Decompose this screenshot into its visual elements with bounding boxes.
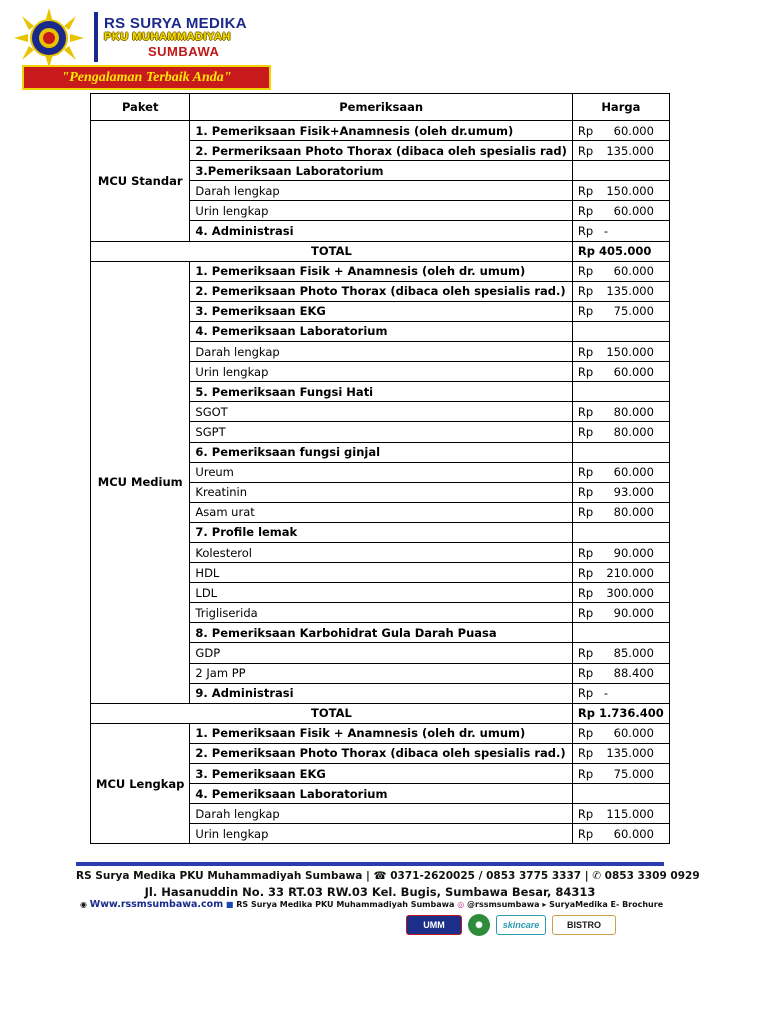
sun-logo-icon bbox=[10, 8, 88, 68]
exam-item: 5. Pemeriksaan Fungsi Hati bbox=[190, 382, 573, 402]
price-value: - bbox=[603, 686, 609, 701]
total-row bbox=[91, 241, 670, 261]
table-header-row bbox=[91, 94, 670, 121]
exam-item: Kolesterol bbox=[190, 542, 573, 562]
total-row bbox=[91, 703, 670, 723]
exam-price bbox=[572, 603, 669, 623]
exam-price bbox=[572, 502, 669, 522]
price-value: 93.000 bbox=[613, 485, 654, 500]
currency-label: Rp bbox=[577, 465, 594, 480]
brochure-label[interactable]: SuryaMedika E- Brochure bbox=[549, 900, 664, 909]
price-value: 75.000 bbox=[613, 766, 654, 781]
exam-price bbox=[572, 583, 669, 603]
hospital-header bbox=[8, 8, 308, 90]
exam-price bbox=[572, 743, 669, 763]
currency-label: Rp bbox=[577, 605, 594, 620]
exam-price bbox=[572, 422, 669, 442]
currency-label: Rp bbox=[577, 505, 594, 520]
currency-label: Rp bbox=[577, 304, 594, 319]
currency-label: Rp bbox=[577, 344, 594, 359]
partner-skincare: skincare bbox=[496, 915, 546, 935]
price-value: 85.000 bbox=[613, 645, 654, 660]
exam-price bbox=[572, 563, 669, 583]
exam-price bbox=[572, 723, 669, 743]
package-name: MCU Standar bbox=[91, 121, 190, 242]
partner-logos bbox=[406, 912, 616, 938]
header-divider bbox=[94, 12, 98, 62]
exam-price bbox=[572, 141, 669, 161]
total-price: Rp 405.000 bbox=[572, 241, 669, 261]
exam-item: Urin lengkap bbox=[190, 201, 573, 221]
price-value: 80.000 bbox=[613, 424, 654, 439]
table-row bbox=[91, 261, 670, 281]
exam-item: Ureum bbox=[190, 462, 573, 482]
currency-label: Rp bbox=[577, 404, 594, 419]
header-paket: Paket bbox=[91, 94, 190, 121]
currency-label: Rp bbox=[577, 203, 594, 218]
exam-item: 8. Pemeriksaan Karbohidrat Gula Darah Puasa bbox=[190, 623, 573, 643]
exam-price bbox=[572, 683, 669, 703]
exam-price bbox=[572, 402, 669, 422]
price-value: 80.000 bbox=[613, 404, 654, 419]
exam-price bbox=[572, 764, 669, 784]
footer-rule bbox=[76, 862, 664, 866]
currency-label: Rp bbox=[577, 264, 594, 279]
footer-address: Jl. Hasanuddin No. 33 RT.03 RW.03 Kel. Bugis, Sumbawa Besar, 84313 bbox=[144, 885, 596, 899]
exam-item: LDL bbox=[190, 583, 573, 603]
exam-item: 3. Pemeriksaan EKG bbox=[190, 764, 573, 784]
exam-price bbox=[572, 442, 669, 462]
exam-price bbox=[572, 362, 669, 382]
hospital-name: RS SURYA MEDIKA bbox=[104, 15, 247, 32]
exam-price bbox=[572, 522, 669, 542]
currency-label: Rp bbox=[577, 424, 594, 439]
exam-item: 3. Pemeriksaan EKG bbox=[190, 301, 573, 321]
exam-item: Trigliserida bbox=[190, 603, 573, 623]
price-value: 135.000 bbox=[606, 746, 654, 761]
currency-label: Rp bbox=[577, 585, 594, 600]
currency-label: Rp bbox=[577, 666, 594, 681]
instagram-icon: ◎ bbox=[457, 900, 465, 909]
header-harga: Harga bbox=[572, 94, 669, 121]
price-value: 88.400 bbox=[613, 666, 654, 681]
exam-price bbox=[572, 623, 669, 643]
price-value: 75.000 bbox=[613, 304, 654, 319]
exam-price bbox=[572, 301, 669, 321]
currency-label: Rp bbox=[577, 565, 594, 580]
exam-price bbox=[572, 663, 669, 683]
exam-item: 9. Administrasi bbox=[190, 683, 573, 703]
partner-umm: UMM bbox=[406, 915, 462, 935]
price-value: 60.000 bbox=[613, 123, 654, 138]
exam-item: 4. Pemeriksaan Laboratorium bbox=[190, 784, 573, 804]
exam-price bbox=[572, 261, 669, 281]
header-pemeriksaan: Pemeriksaan bbox=[190, 94, 573, 121]
exam-item: 7. Profile lemak bbox=[190, 522, 573, 542]
currency-label: Rp bbox=[577, 183, 594, 198]
exam-price bbox=[572, 161, 669, 181]
exam-item: SGOT bbox=[190, 402, 573, 422]
price-value: 150.000 bbox=[606, 183, 654, 198]
currency-label: Rp bbox=[577, 766, 594, 781]
price-value: 90.000 bbox=[613, 545, 654, 560]
exam-item: 1. Pemeriksaan Fisik + Anamnesis (oleh dr. umum) bbox=[190, 723, 573, 743]
price-value: 150.000 bbox=[606, 344, 654, 359]
price-value: 135.000 bbox=[606, 143, 654, 158]
total-label: TOTAL bbox=[91, 703, 573, 723]
exam-price bbox=[572, 542, 669, 562]
currency-label: Rp bbox=[577, 686, 594, 701]
currency-label: Rp bbox=[577, 746, 594, 761]
exam-price bbox=[572, 462, 669, 482]
exam-item: Urin lengkap bbox=[190, 824, 573, 844]
exam-item: 2 Jam PP bbox=[190, 663, 573, 683]
exam-item: 2. Pemeriksaan Photo Thorax (dibaca oleh spesialis rad.) bbox=[190, 743, 573, 763]
exam-price bbox=[572, 221, 669, 241]
exam-price bbox=[572, 321, 669, 341]
exam-price bbox=[572, 121, 669, 141]
currency-label: Rp bbox=[577, 645, 594, 660]
footer-social bbox=[80, 899, 668, 910]
globe-icon: ◉ bbox=[80, 900, 87, 909]
price-value: 60.000 bbox=[613, 826, 654, 841]
exam-price bbox=[572, 643, 669, 663]
exam-item: 6. Pemeriksaan fungsi ginjal bbox=[190, 442, 573, 462]
exam-price bbox=[572, 804, 669, 824]
currency-label: Rp bbox=[577, 545, 594, 560]
exam-item: 4. Administrasi bbox=[190, 221, 573, 241]
table-row bbox=[91, 121, 670, 141]
currency-label: Rp bbox=[577, 726, 594, 741]
exam-item: Asam urat bbox=[190, 502, 573, 522]
price-value: 60.000 bbox=[613, 465, 654, 480]
currency-label: Rp bbox=[577, 364, 594, 379]
price-value: 210.000 bbox=[606, 565, 654, 580]
exam-item: GDP bbox=[190, 643, 573, 663]
exam-item: Darah lengkap bbox=[190, 342, 573, 362]
footer-contact: RS Surya Medika PKU Muhammadiyah Sumbawa | ☎ 0371-2620025 / 0853 3775 3337 | ✆ 0853 3309 0929 bbox=[76, 870, 700, 882]
facebook-name[interactable]: RS Surya Medika PKU Muhammadiyah Sumbawa bbox=[236, 900, 455, 909]
price-value: 60.000 bbox=[613, 726, 654, 741]
exam-item: Kreatinin bbox=[190, 482, 573, 502]
price-value: 80.000 bbox=[613, 505, 654, 520]
currency-label: Rp bbox=[577, 143, 594, 158]
exam-price bbox=[572, 784, 669, 804]
footer bbox=[76, 862, 700, 942]
exam-item: HDL bbox=[190, 563, 573, 583]
exam-item: Urin lengkap bbox=[190, 362, 573, 382]
exam-item: SGPT bbox=[190, 422, 573, 442]
price-value: 60.000 bbox=[613, 364, 654, 379]
price-value: - bbox=[603, 224, 609, 239]
slogan-banner: "Pengalaman Terbaik Anda" bbox=[22, 65, 271, 90]
currency-label: Rp bbox=[577, 826, 594, 841]
exam-price bbox=[572, 281, 669, 301]
hospital-subtitle: PKU MUHAMMADIYAH bbox=[104, 31, 231, 43]
currency-label: Rp bbox=[577, 284, 594, 299]
price-value: 60.000 bbox=[613, 203, 654, 218]
price-value: 115.000 bbox=[606, 806, 654, 821]
exam-item: 2. Permeriksaan Photo Thorax (dibaca oleh spesialis rad) bbox=[190, 141, 573, 161]
exam-price bbox=[572, 342, 669, 362]
exam-price bbox=[572, 482, 669, 502]
website-link[interactable]: Www.rssmsumbawa.com bbox=[89, 899, 224, 910]
exam-price bbox=[572, 824, 669, 844]
exam-item: 1. Pemeriksaan Fisik + Anamnesis (oleh dr. umum) bbox=[190, 261, 573, 281]
instagram-handle[interactable]: @rssmsumbawa bbox=[467, 900, 540, 909]
package-name: MCU Medium bbox=[91, 261, 190, 703]
price-value: 300.000 bbox=[606, 585, 654, 600]
price-value: 90.000 bbox=[613, 605, 654, 620]
price-value: 60.000 bbox=[613, 264, 654, 279]
currency-label: Rp bbox=[577, 485, 594, 500]
partner-bistro: BISTRO bbox=[552, 915, 616, 935]
total-price: Rp 1.736.400 bbox=[572, 703, 669, 723]
exam-price bbox=[572, 181, 669, 201]
table-row bbox=[91, 723, 670, 743]
exam-item: 4. Pemeriksaan Laboratorium bbox=[190, 321, 573, 341]
price-value: 135.000 bbox=[606, 284, 654, 299]
total-label: TOTAL bbox=[91, 241, 573, 261]
mcu-price-table bbox=[90, 93, 670, 844]
exam-item: Darah lengkap bbox=[190, 181, 573, 201]
exam-price bbox=[572, 201, 669, 221]
currency-label: Rp bbox=[577, 806, 594, 821]
exam-item: 2. Pemeriksaan Photo Thorax (dibaca oleh spesialis rad.) bbox=[190, 281, 573, 301]
partner-emblem-icon: ✺ bbox=[468, 914, 490, 936]
facebook-icon: ■ bbox=[225, 900, 234, 909]
exam-item: Darah lengkap bbox=[190, 804, 573, 824]
exam-item: 3.Pemeriksaan Laboratorium bbox=[190, 161, 573, 181]
exam-item: 1. Pemeriksaan Fisik+Anamnesis (oleh dr.umum) bbox=[190, 121, 573, 141]
hospital-city: SUMBAWA bbox=[148, 44, 220, 59]
currency-label: Rp bbox=[577, 123, 594, 138]
currency-label: Rp bbox=[577, 224, 594, 239]
brochure-icon: ▸ bbox=[542, 900, 547, 909]
exam-price bbox=[572, 382, 669, 402]
package-name: MCU Lengkap bbox=[91, 723, 190, 844]
